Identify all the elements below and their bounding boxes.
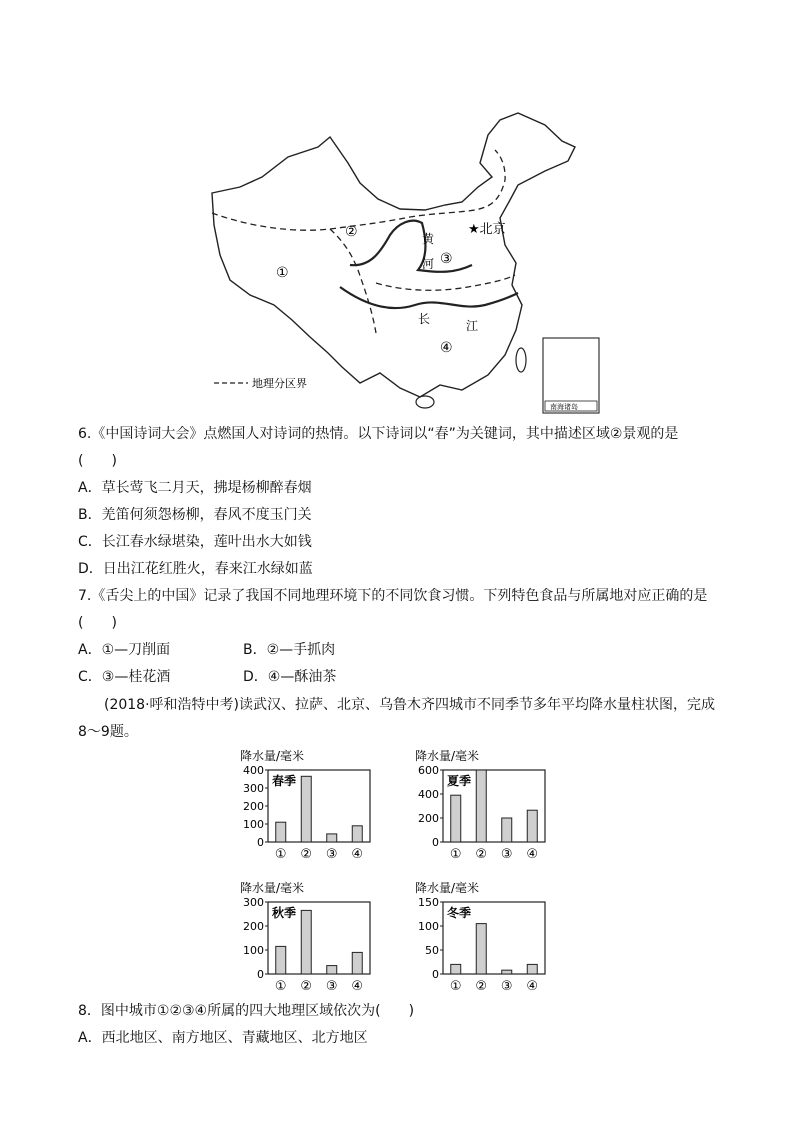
chart-category-label: ③ [500, 847, 513, 862]
q6-option-c: C．长江春水绿堪染，莲叶出水大如钱 [78, 534, 312, 550]
region-label-2: ② [345, 224, 358, 240]
chart-bar [451, 964, 461, 974]
south-china-sea-inset [543, 338, 599, 413]
intro-line-2: 8～9题。 [78, 724, 138, 740]
q7-option-d: D．④—酥油茶 [243, 669, 337, 685]
chart-ytick-label: 0 [432, 968, 439, 981]
chart-ytick-label: 400 [418, 788, 439, 801]
chart-category-label: ② [300, 847, 313, 862]
chart-category-label: ④ [526, 847, 539, 862]
chart-category-label: ① [274, 847, 287, 862]
chart-ylabel: 降水量/毫米 [240, 881, 305, 895]
region-label-4: ④ [440, 340, 453, 356]
chart-spring [230, 748, 400, 864]
region-boundary-south [376, 275, 515, 290]
hainan-island [416, 396, 434, 408]
chart-ylabel: 降水量/毫米 [415, 881, 480, 895]
chart-ytick-label: 600 [418, 764, 439, 777]
chart-bar [502, 970, 512, 974]
chart-ytick-label: 200 [418, 812, 439, 825]
chart-ytick-label: 50 [425, 944, 439, 957]
chart-ytick-label: 400 [243, 764, 264, 777]
chart-title: 秋季 [272, 906, 297, 920]
region-label-3: ③ [440, 251, 453, 267]
chart-ytick-label: 200 [243, 920, 264, 933]
chart-ytick-label: 0 [257, 836, 264, 849]
region-label-1: ① [276, 265, 289, 281]
q8-option-a: A．西北地区、南方地区、青藏地区、北方地区 [78, 1030, 368, 1046]
chart-bar [451, 795, 461, 842]
chart-bar [476, 924, 486, 974]
china-map [200, 105, 610, 417]
china-outline [212, 113, 575, 397]
chart-title: 夏季 [447, 774, 472, 788]
chart-autumn [230, 880, 400, 996]
chart-bar [276, 946, 286, 974]
region-boundary-north [212, 150, 505, 230]
q8-stem: 8．图中城市①②③④所属的四大地理区域依次为( ) [78, 1003, 415, 1019]
taiwan-island [516, 348, 526, 372]
chart-ytick-label: 300 [243, 896, 264, 909]
yangtze-label-2: 江 [466, 319, 479, 333]
chart-bar [502, 818, 512, 842]
chart-category-label: ② [475, 979, 488, 994]
chart-category-label: ③ [325, 979, 338, 994]
q7-blank: ( ) [78, 615, 117, 631]
chart-winter [405, 880, 575, 996]
chart-category-label: ③ [500, 979, 513, 994]
chart-ytick-label: 0 [432, 836, 439, 849]
yellow-river-label-2: 河 [422, 257, 435, 271]
chart-bar [327, 834, 337, 842]
chart-title: 冬季 [447, 906, 472, 920]
yellow-river-label-1: 黄 [422, 232, 435, 246]
chart-ytick-label: 100 [418, 920, 439, 933]
chart-category-label: ④ [526, 979, 539, 994]
chart-bar [352, 826, 362, 842]
chart-title: 春季 [272, 774, 297, 788]
chart-bar [327, 966, 337, 974]
q6-option-a: A．草长莺飞二月天，拂堤杨柳醉春烟 [78, 480, 312, 496]
inset-label: 南海诸岛 [550, 403, 578, 411]
legend-label: 地理分区界 [252, 377, 307, 390]
chart-ytick-label: 200 [243, 800, 264, 813]
chart-category-label: ④ [351, 979, 364, 994]
q6-option-d: D．日出江花红胜火，春来江水绿如蓝 [78, 561, 313, 577]
chart-ytick-label: 100 [243, 818, 264, 831]
chart-category-label: ① [449, 847, 462, 862]
chart-category-label: ① [274, 979, 287, 994]
chart-category-label: ② [300, 979, 313, 994]
yellow-river [350, 221, 472, 272]
chart-bar [476, 770, 486, 842]
chart-summer [405, 748, 575, 864]
q6-blank: ( ) [78, 453, 117, 469]
intro-line-1: (2018·呼和浩特中考)读武汉、拉萨、北京、乌鲁木齐四城市不同季节多年平均降水量柱状图，完成 [104, 697, 716, 713]
q7-option-b: B．②—手抓肉 [243, 642, 336, 658]
region-boundary-tibet [330, 229, 376, 333]
chart-ytick-label: 150 [418, 896, 439, 909]
chart-bar [301, 776, 311, 842]
beijing-label: ★北京 [468, 222, 506, 237]
chart-category-label: ④ [351, 847, 364, 862]
chart-ytick-label: 300 [243, 782, 264, 795]
chart-category-label: ③ [325, 847, 338, 862]
chart-category-label: ① [449, 979, 462, 994]
chart-ytick-label: 100 [243, 944, 264, 957]
chart-bar [527, 810, 537, 842]
q7-stem: 7.《舌尖上的中国》记录了我国不同地理环境下的不同饮食习惯。下列特色食品与所属地对应正确的是 [78, 588, 708, 604]
chart-bar [352, 952, 362, 974]
chart-ytick-label: 0 [257, 968, 264, 981]
q6-option-b: B．羌笛何须怨杨柳，春风不度玉门关 [78, 507, 312, 523]
chart-ylabel: 降水量/毫米 [240, 749, 305, 763]
q7-option-a: A．①—刀削面 [78, 642, 171, 658]
chart-bar [527, 964, 537, 974]
yangtze-label-1: 长 [418, 312, 431, 326]
q6-stem: 6.《中国诗词大会》点燃国人对诗词的热情。以下诗词以“春”为关键词，其中描述区域②景观的是 [78, 426, 679, 442]
chart-bar [276, 822, 286, 842]
chart-bar [301, 910, 311, 974]
chart-ylabel: 降水量/毫米 [415, 749, 480, 763]
chart-category-label: ② [475, 847, 488, 862]
q7-option-c: C．③—桂花酒 [78, 669, 171, 685]
